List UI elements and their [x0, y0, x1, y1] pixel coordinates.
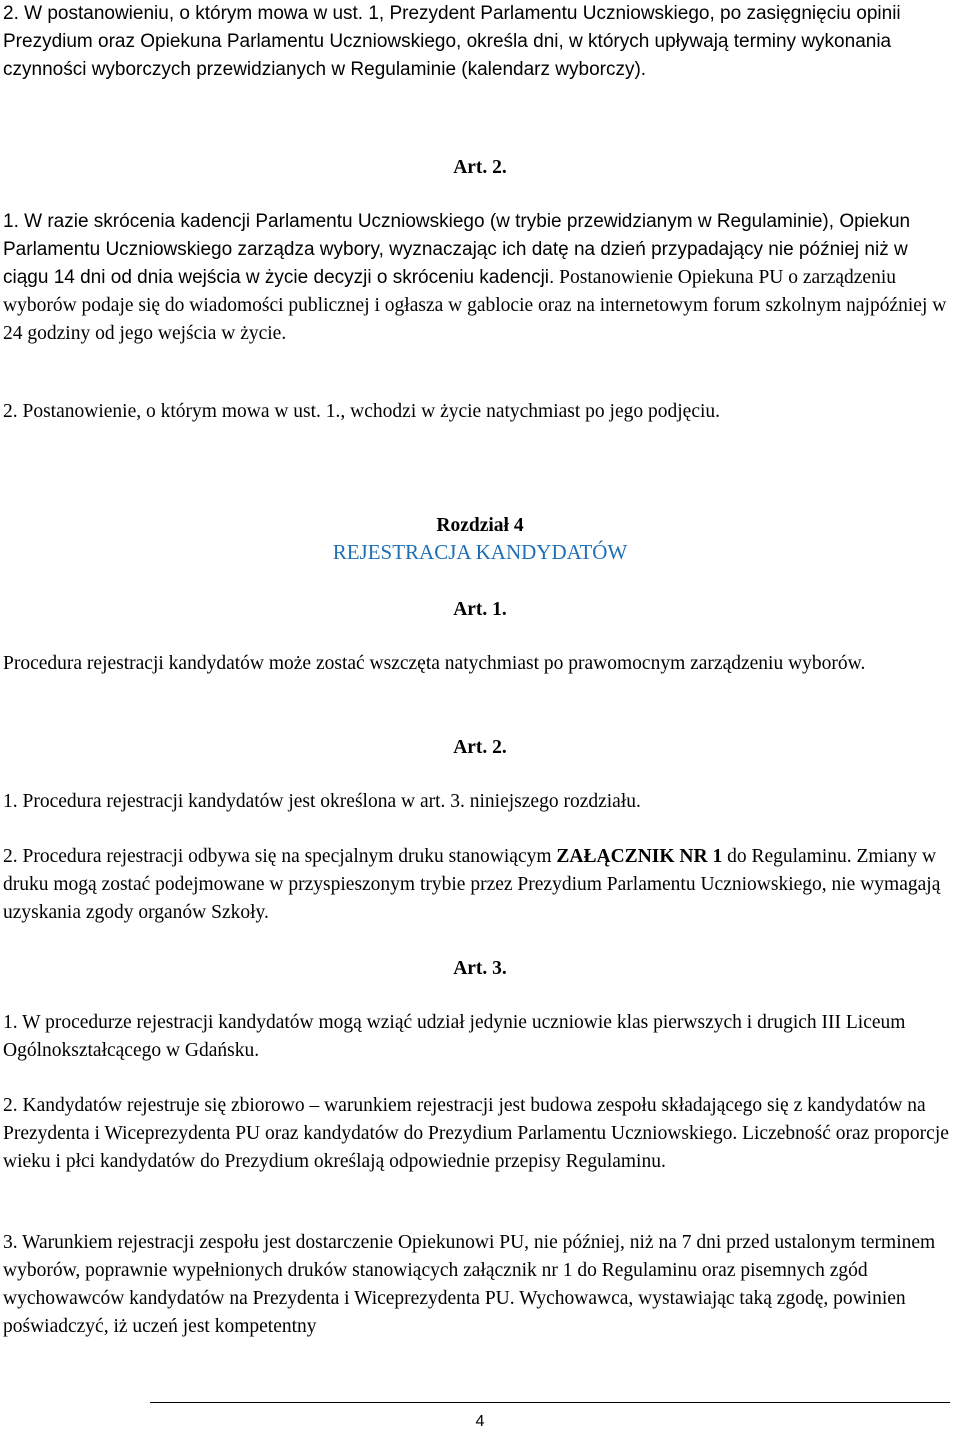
paragraph-ch4-art3-point1: 1. W procedurze rejestracji kandydatów mogą wziąć udział jedynie uczniowie klas pierwszych i drugich III Liceum Ogólnokształcącego w Gdańsku.	[3, 1012, 906, 1061]
attachment-reference: ZAŁĄCZNIK NR 1	[556, 846, 723, 867]
ch4-art2-point2-text-end: do Regulaminu. Zmiany w druku mogą zostać podejmowane w przyspieszonym trybie przez Prezydium Parlamentu Uczniowskiego, nie wymagają uzyskania zgody organów Szkoły.	[3, 846, 941, 923]
ch4-article-heading-1: Art. 1.	[453, 599, 507, 620]
chapter-title: REJESTRACJA KANDYDATÓW	[332, 540, 628, 564]
paragraph-ch4-art2-point1: 1. Procedura rejestracji kandydatów jest określona w art. 3. niniejszego rozdziału.	[3, 791, 641, 812]
paragraph-ch4-art3-point2: 2. Kandydatów rejestruje się zbiorowo – warunkiem rejestracji jest budowa zespołu składającego się z kandydatów na Prezydenta i Wiceprezydenta PU oraz kandydatów do Prezydium Parlamentu Uczniowskiego. Liczebność oraz proporcje wieku i płci kandydatów do Prezydium określają odpowiednie przepisy Regulaminu.	[3, 1095, 949, 1172]
art2-point1-sans-part: 1. W razie skrócenia kadencji Parlamentu Uczniowskiego (w trybie przewidzianym w Regulaminie), Opiekun Parlamentu Uczniowskiego zarządza wybory, wyznaczając ich datę na dzień przypadający nie później niż w ciągu 14 dni od dnia wejścia w życie decyzji o skróceniu kadencji.	[3, 211, 911, 288]
ch4-article-heading-3: Art. 3.	[453, 958, 507, 979]
ch4-article-heading-2: Art. 2.	[453, 737, 507, 758]
ch4-art2-point2-text: 2. Procedura rejestracji odbywa się na specjalnym druku stanowiącym	[3, 846, 557, 867]
art2-point1-serif-part: Postanowienie Opiekuna PU o zarządzeniu wyborów podaje się do wiadomości publicznej i ogłasza w gablocie oraz na internetowym forum szkolnym najpóźniej w 24 godziny od jego wejścia w życie.	[3, 267, 947, 344]
footer-divider	[150, 1402, 950, 1403]
paragraph-ch4-art2-point2	[3, 843, 955, 927]
paragraph-art2-point1	[3, 208, 955, 348]
paragraph-ch4-art3-point3: 3. Warunkiem rejestracji zespołu jest dostarczenie Opiekunowi PU, nie później, niż na 7 dni przed ustalonym terminem wyborów, poprawnie wypełnionych druków stanowiących załącznik nr 1 do Regulaminu oraz pisemnych zgód wychowawców kandydatów na Prezydenta i Wiceprezydenta PU. Wychowawca, wystawiając taką zgodę, powinien poświadczyć, iż uczeń jest kompetentny	[3, 1232, 936, 1337]
paragraph-calendar: 2. W postanowieniu, o którym mowa w ust. 1, Prezydent Parlamentu Uczniowskiego, po zasięgnięciu opinii Prezydium oraz Opiekuna Parlamentu Uczniowskiego, określa dni, w których upływają terminy wykonania czynności wyborczych przewidzianych w Regulaminie (kalendarz wyborczy).	[3, 3, 901, 80]
paragraph-art2-point2: 2. Postanowienie, o którym mowa w ust. 1., wchodzi w życie natychmiast po jego podjęciu.	[3, 401, 721, 422]
paragraph-ch4-art1: Procedura rejestracji kandydatów może zostać wszczęta natychmiast po prawomocnym zarządzeniu wyborów.	[3, 653, 866, 674]
article-heading-2: Art. 2.	[453, 157, 507, 178]
page-number: 4	[475, 1413, 485, 1430]
chapter-number: Rozdział 4	[436, 515, 524, 536]
